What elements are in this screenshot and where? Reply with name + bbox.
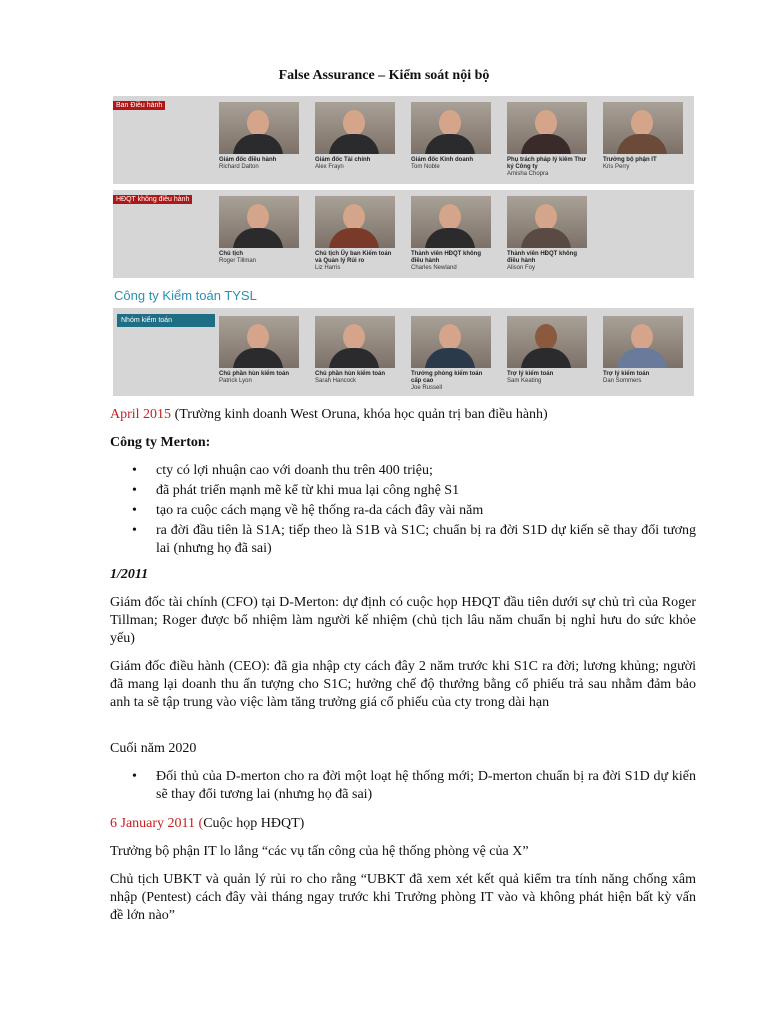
- date-label: 6 January 2011: [110, 816, 196, 831]
- list-item: • tạo ra cuộc cách mạng về hệ thống ra-da cách đây vài năm: [110, 502, 696, 520]
- person-photo: [603, 316, 683, 368]
- person-name: Charles Newland: [411, 265, 457, 271]
- person-photo: [603, 102, 683, 154]
- person-name: Kris Perry: [603, 164, 630, 170]
- person-card: [507, 102, 587, 178]
- date-heading: 1/2011: [110, 567, 149, 582]
- person-role: Chủ phần hùn kiểm toán: [315, 371, 385, 377]
- person-card: [315, 196, 395, 272]
- person-name: Alison Foy: [507, 265, 536, 271]
- person-photo: [315, 316, 395, 368]
- page-title: False Assurance – Kiểm soát nội bộ: [278, 68, 490, 83]
- person-role: Thành viên HĐQT không điều hành: [507, 251, 577, 264]
- person-role: Trợ lý kiểm toán: [507, 371, 554, 377]
- person-role: Giám đốc điều hành: [219, 157, 277, 163]
- person-role: Trưởng bộ phận IT: [603, 157, 657, 163]
- person-role: Giám đốc Tài chính: [315, 157, 371, 163]
- person-card: [507, 316, 587, 392]
- person-role: Trưởng phòng kiểm toán cấp cao: [411, 371, 483, 384]
- panel-label: Nhóm kiểm toán: [117, 314, 215, 327]
- person-photo: [315, 102, 395, 154]
- person-photo: [219, 102, 299, 154]
- person-role: Chủ tịch: [219, 251, 243, 257]
- intro-line: [110, 406, 696, 424]
- non-executive-panel: [113, 190, 694, 278]
- person-name: Patrick Lyon: [219, 378, 252, 384]
- people-row: [219, 102, 683, 178]
- person-card: [219, 316, 299, 392]
- person-role: Chủ phần hùn kiểm toán: [219, 371, 289, 377]
- company-facts-list: [110, 462, 696, 560]
- person-photo: [411, 196, 491, 248]
- audit-committee-paragraph: Chủ tịch UBKT và quản lý rủi ro cho rằng “UBKT đã xem xét kết quả kiểm tra tính năng chống xâm nhập (Pentest) cách đây vài tháng ngay trước khi Trưởng phòng IT vào và không phát hiện bất kỳ vấn đề lớn nào”: [110, 872, 696, 923]
- person-photo: [219, 316, 299, 368]
- person-name: Dan Sommers: [603, 378, 642, 384]
- person-photo: [507, 196, 587, 248]
- intro-text: (Trường kinh doanh West Oruna, khóa học quản trị ban điều hành): [171, 407, 548, 422]
- end-2020-paragraph: Cuối năm 2020: [110, 741, 197, 756]
- person-photo: [315, 196, 395, 248]
- list-item: • ra đời đầu tiên là S1A; tiếp theo là S1B và S1C; chuẩn bị ra đời S1D dự kiến sẽ thay đổi tương lai (nhưng họ đã sai): [110, 522, 696, 558]
- list-item: • cty có lợi nhuận cao với doanh thu trên 400 triệu;: [110, 462, 696, 480]
- executive-panel: [113, 96, 694, 184]
- person-name: Liz Harris: [315, 265, 341, 271]
- person-name: Amisha Chopra: [507, 171, 549, 177]
- person-card: [411, 196, 491, 272]
- cfo-paragraph: Giám đốc tài chính (CFO) tại D-Merton: dự định có cuộc họp HĐQT đầu tiên dưới sự chủ trì của Roger Tillman; Roger được bổ nhiệm làm người kế nhiệm (chủ tịch lâu năm chuẩn bị nghỉ hưu do sức khỏe yếu): [110, 595, 696, 646]
- person-name: Sam Keating: [507, 378, 542, 384]
- people-row: [219, 316, 683, 392]
- panel-label: HĐQT không điều hành: [113, 195, 192, 204]
- person-photo: [219, 196, 299, 248]
- competitor-list: [110, 768, 696, 806]
- person-card: [315, 102, 395, 178]
- list-item: • Đối thủ của D-merton cho ra đời một loạt hệ thống mới; D-merton chuẩn bị ra đời S1D dự kiến sẽ thay đổi tương lai (nhưng họ đã sai): [110, 768, 696, 804]
- person-photo: [507, 102, 587, 154]
- person-name: Sarah Hancock: [315, 378, 357, 384]
- person-role: Giám đốc Kinh doanh: [411, 157, 474, 163]
- person-photo: [507, 316, 587, 368]
- person-card: [603, 316, 683, 392]
- person-role: Chủ tịch Ủy ban Kiểm toán và Quản lý Rủi ro: [315, 251, 392, 264]
- meeting-line: 6 January 2011 (Cuộc họp HĐQT): [110, 816, 305, 831]
- person-card: [507, 196, 587, 272]
- person-card: [603, 102, 683, 178]
- person-role: Trợ lý kiểm toán: [603, 371, 650, 377]
- person-card: [315, 316, 395, 392]
- list-item: • đã phát triển mạnh mẽ kể từ khi mua lại công nghệ S1: [110, 482, 696, 500]
- person-card: [411, 316, 491, 392]
- date-label: April 2015: [110, 407, 172, 422]
- person-photo: [411, 102, 491, 154]
- it-paragraph: Trưởng bộ phận IT lo lắng “các vụ tấn công của hệ thống phòng vệ của X”: [110, 844, 529, 859]
- ceo-paragraph: Giám đốc điều hành (CEO): đã gia nhập cty cách đây 2 năm trước khi S1C ra đời; lương khủng; người đã mang lại doanh thu ấn tượng cho S1C; hưởng chế độ thưởng bằng cổ phiếu trả sau nhằm đảm bảo anh ta sẽ tập trung vào việc làm tăng trưởng giá cổ phiếu của cty trong dài hạn: [110, 659, 696, 710]
- audit-team-panel: [113, 308, 694, 396]
- panel-label: Ban Điều hành: [113, 101, 165, 110]
- person-name: Roger Tillman: [219, 258, 257, 264]
- person-card: [219, 196, 299, 272]
- person-photo: [411, 316, 491, 368]
- people-row: [219, 196, 587, 272]
- audit-firm-title: Công ty Kiểm toán TYSL: [114, 288, 257, 303]
- person-name: Tom Noble: [411, 164, 440, 170]
- person-name: Joe Russell: [411, 385, 443, 391]
- person-card: [219, 102, 299, 178]
- meeting-text: Cuộc họp HĐQT): [203, 816, 305, 831]
- person-role: Phụ trách pháp lý kiêm Thư ký Công ty: [507, 157, 587, 170]
- company-heading: Công ty Merton:: [110, 435, 211, 450]
- person-role: Thành viên HĐQT không điều hành: [411, 251, 481, 264]
- person-name: Richard Dalton: [219, 164, 259, 170]
- person-card: [411, 102, 491, 178]
- person-name: Alex Frayn: [315, 164, 344, 170]
